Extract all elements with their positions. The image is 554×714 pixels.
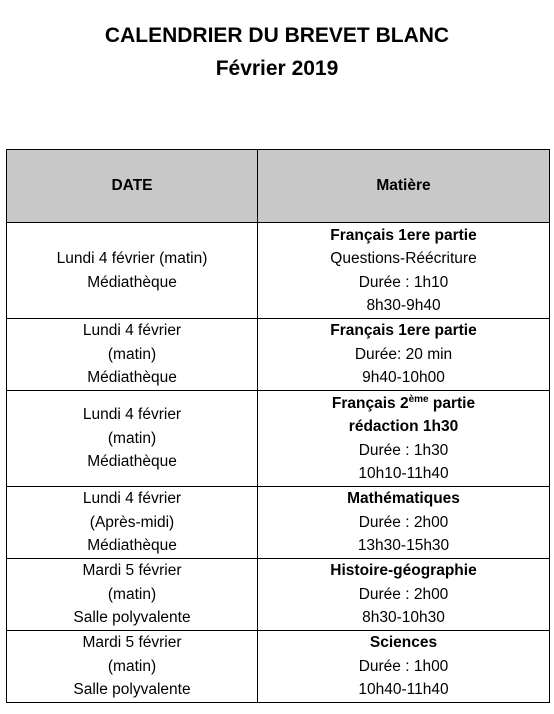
subject-time: 10h10-11h40 [358, 465, 449, 482]
date-location: Salle polyvalente [73, 609, 191, 627]
date-cell [7, 319, 258, 391]
date-period: (matin) [107, 657, 157, 675]
subject-name: Français 1ere partie [330, 226, 477, 244]
subject-duration: Durée: 20 min [354, 345, 453, 363]
header-date: DATE [7, 150, 258, 223]
date-cell [7, 391, 258, 487]
date-cell [7, 631, 258, 703]
date-location: Médiathèque [87, 453, 177, 471]
date-location: Médiathèque [87, 369, 177, 387]
date-period: (matin) [107, 585, 157, 603]
page-subtitle: Février 2019 [215, 57, 339, 80]
date-day: Lundi 4 février (matin) [56, 250, 208, 267]
subject-name-line2: rédaction 1h30 [348, 418, 459, 435]
exam-schedule-table [6, 149, 550, 703]
subject-cell [258, 631, 550, 703]
table-header-row [7, 150, 550, 223]
date-period: (matin) [107, 345, 157, 363]
date-location: Médiathèque [87, 273, 177, 291]
subject-name: Français 2ème partie [331, 393, 476, 412]
subject-duration: Durée : 1h00 [358, 657, 449, 675]
date-cell [7, 223, 258, 319]
date-day: Mardi 5 février [82, 562, 182, 580]
table-row [7, 391, 550, 487]
date-day: Lundi 4 février [82, 322, 182, 340]
date-location: Salle polyvalente [73, 681, 191, 699]
subject-cell [258, 391, 550, 487]
subject-duration: Durée : 1h30 [358, 441, 449, 459]
subject-time: 8h30-9h40 [366, 297, 441, 314]
subject-time: 13h30-15h30 [357, 537, 450, 555]
date-day: Mardi 5 février [82, 634, 182, 652]
subject-cell [258, 559, 550, 631]
date-period: (matin) [107, 429, 157, 447]
subject-name: Mathématiques [347, 490, 460, 508]
date-cell [7, 487, 258, 559]
table-row [7, 631, 550, 703]
subject-cell [258, 223, 550, 319]
table-row [7, 487, 550, 559]
subject-duration: Durée : 2h00 [358, 513, 449, 531]
subject-detail: Questions-Réécriture [330, 250, 477, 267]
date-day: Lundi 4 février [82, 406, 182, 424]
subject-time: 8h30-10h30 [362, 609, 445, 627]
superscript-ordinal: ème [408, 393, 429, 405]
subject-duration: Durée : 1h10 [358, 273, 449, 291]
table-row [7, 223, 550, 319]
date-cell [7, 559, 258, 631]
subject-time: 10h40-11h40 [358, 681, 449, 699]
subject-cell [258, 319, 550, 391]
page-title: CALENDRIER DU BREVET BLANC [104, 24, 450, 47]
subject-cell [258, 487, 550, 559]
subject-time: 9h40-10h00 [362, 369, 445, 387]
header-subject: Matière [258, 150, 550, 223]
subject-name: Français 1ere partie [330, 322, 477, 340]
subject-duration: Durée : 2h00 [358, 585, 449, 603]
subject-name: Sciences [369, 634, 438, 652]
table-row [7, 559, 550, 631]
table-row [7, 319, 550, 391]
date-day: Lundi 4 février [82, 490, 182, 508]
date-period: (Après-midi) [89, 513, 175, 531]
date-location: Médiathèque [87, 537, 177, 555]
subject-name: Histoire-géographie [330, 562, 477, 580]
